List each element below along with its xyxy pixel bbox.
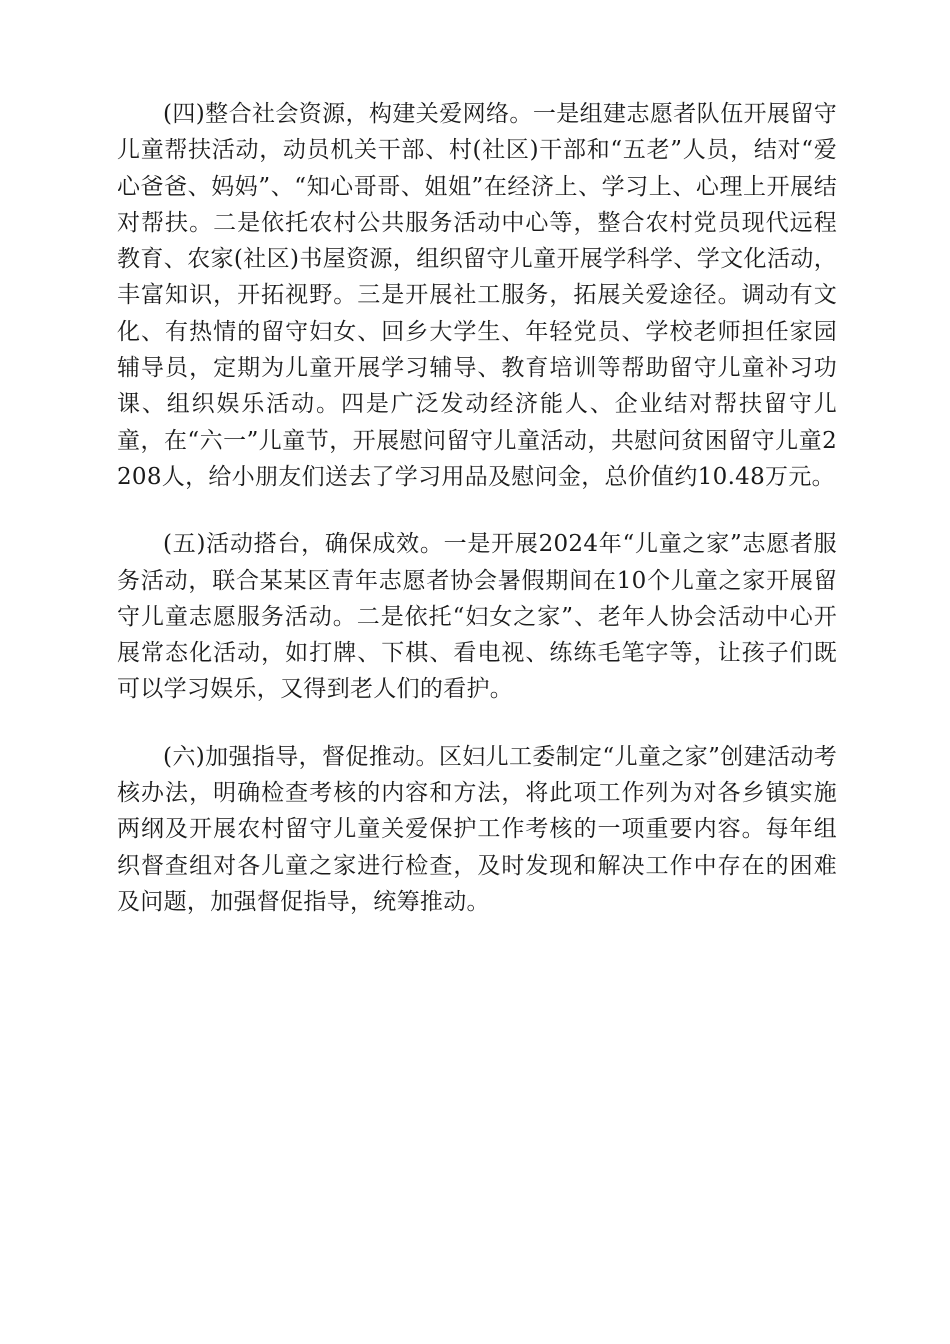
- document-body: [117, 96, 837, 951]
- paragraph-section-6: (六)加强指导，督促推动。区妇儿工委制定“儿童之家”创建活动考核办法，明确检查考核的内容和方法，将此项工作列为对各乡镇实施两纲及开展农村留守儿童关爱保护工作考核的一项重要内容。每年组织督查组对各儿童之家进行检查，及时发现和解决工作中存在的困难及问题，加强督促指导，统筹推动。: [117, 743, 837, 915]
- paragraph-section-5: (五)活动搭台，确保成效。一是开展2024年“儿童之家”志愿者服务活动，联合某某区青年志愿者协会暑假期间在10个儿童之家开展留守儿童志愿服务活动。二是依托“妇女之家”、老年人协会活动中心开展常态化活动，如打牌、下棋、看电视、练练毛笔字等，让孩子们既可以学习娱乐，又得到老人们的看护。: [117, 531, 837, 703]
- paragraph-section-4: (四)整合社会资源，构建关爱网络。一是组建志愿者队伍开展留守儿童帮扶活动，动员机关干部、村(社区)干部和“五老”人员，结对“爱心爸爸、妈妈”、“知心哥哥、姐姐”在经济上、学习上、心理上开展结对帮扶。二是依托农村公共服务活动中心等，整合农村党员现代远程教育、农家(社区)书屋资源，组织留守儿童开展学科学、学文化活动，丰富知识，开拓视野。三是开展社工服务，拓展关爱途径。调动有文化、有热情的留守妇女、回乡大学生、年轻党员、学校老师担任家园辅导员，定期为儿童开展学习辅导、教育培训等帮助留守儿童补习功课、组织娱乐活动。四是广泛发动经济能人、企业结对帮扶留守儿童，在“六一”儿童节，开展慰问留守儿童活动，共慰问贫困留守儿童2208人，给小朋友们送去了学习用品及慰问金，总价值约10.48万元。: [117, 101, 837, 490]
